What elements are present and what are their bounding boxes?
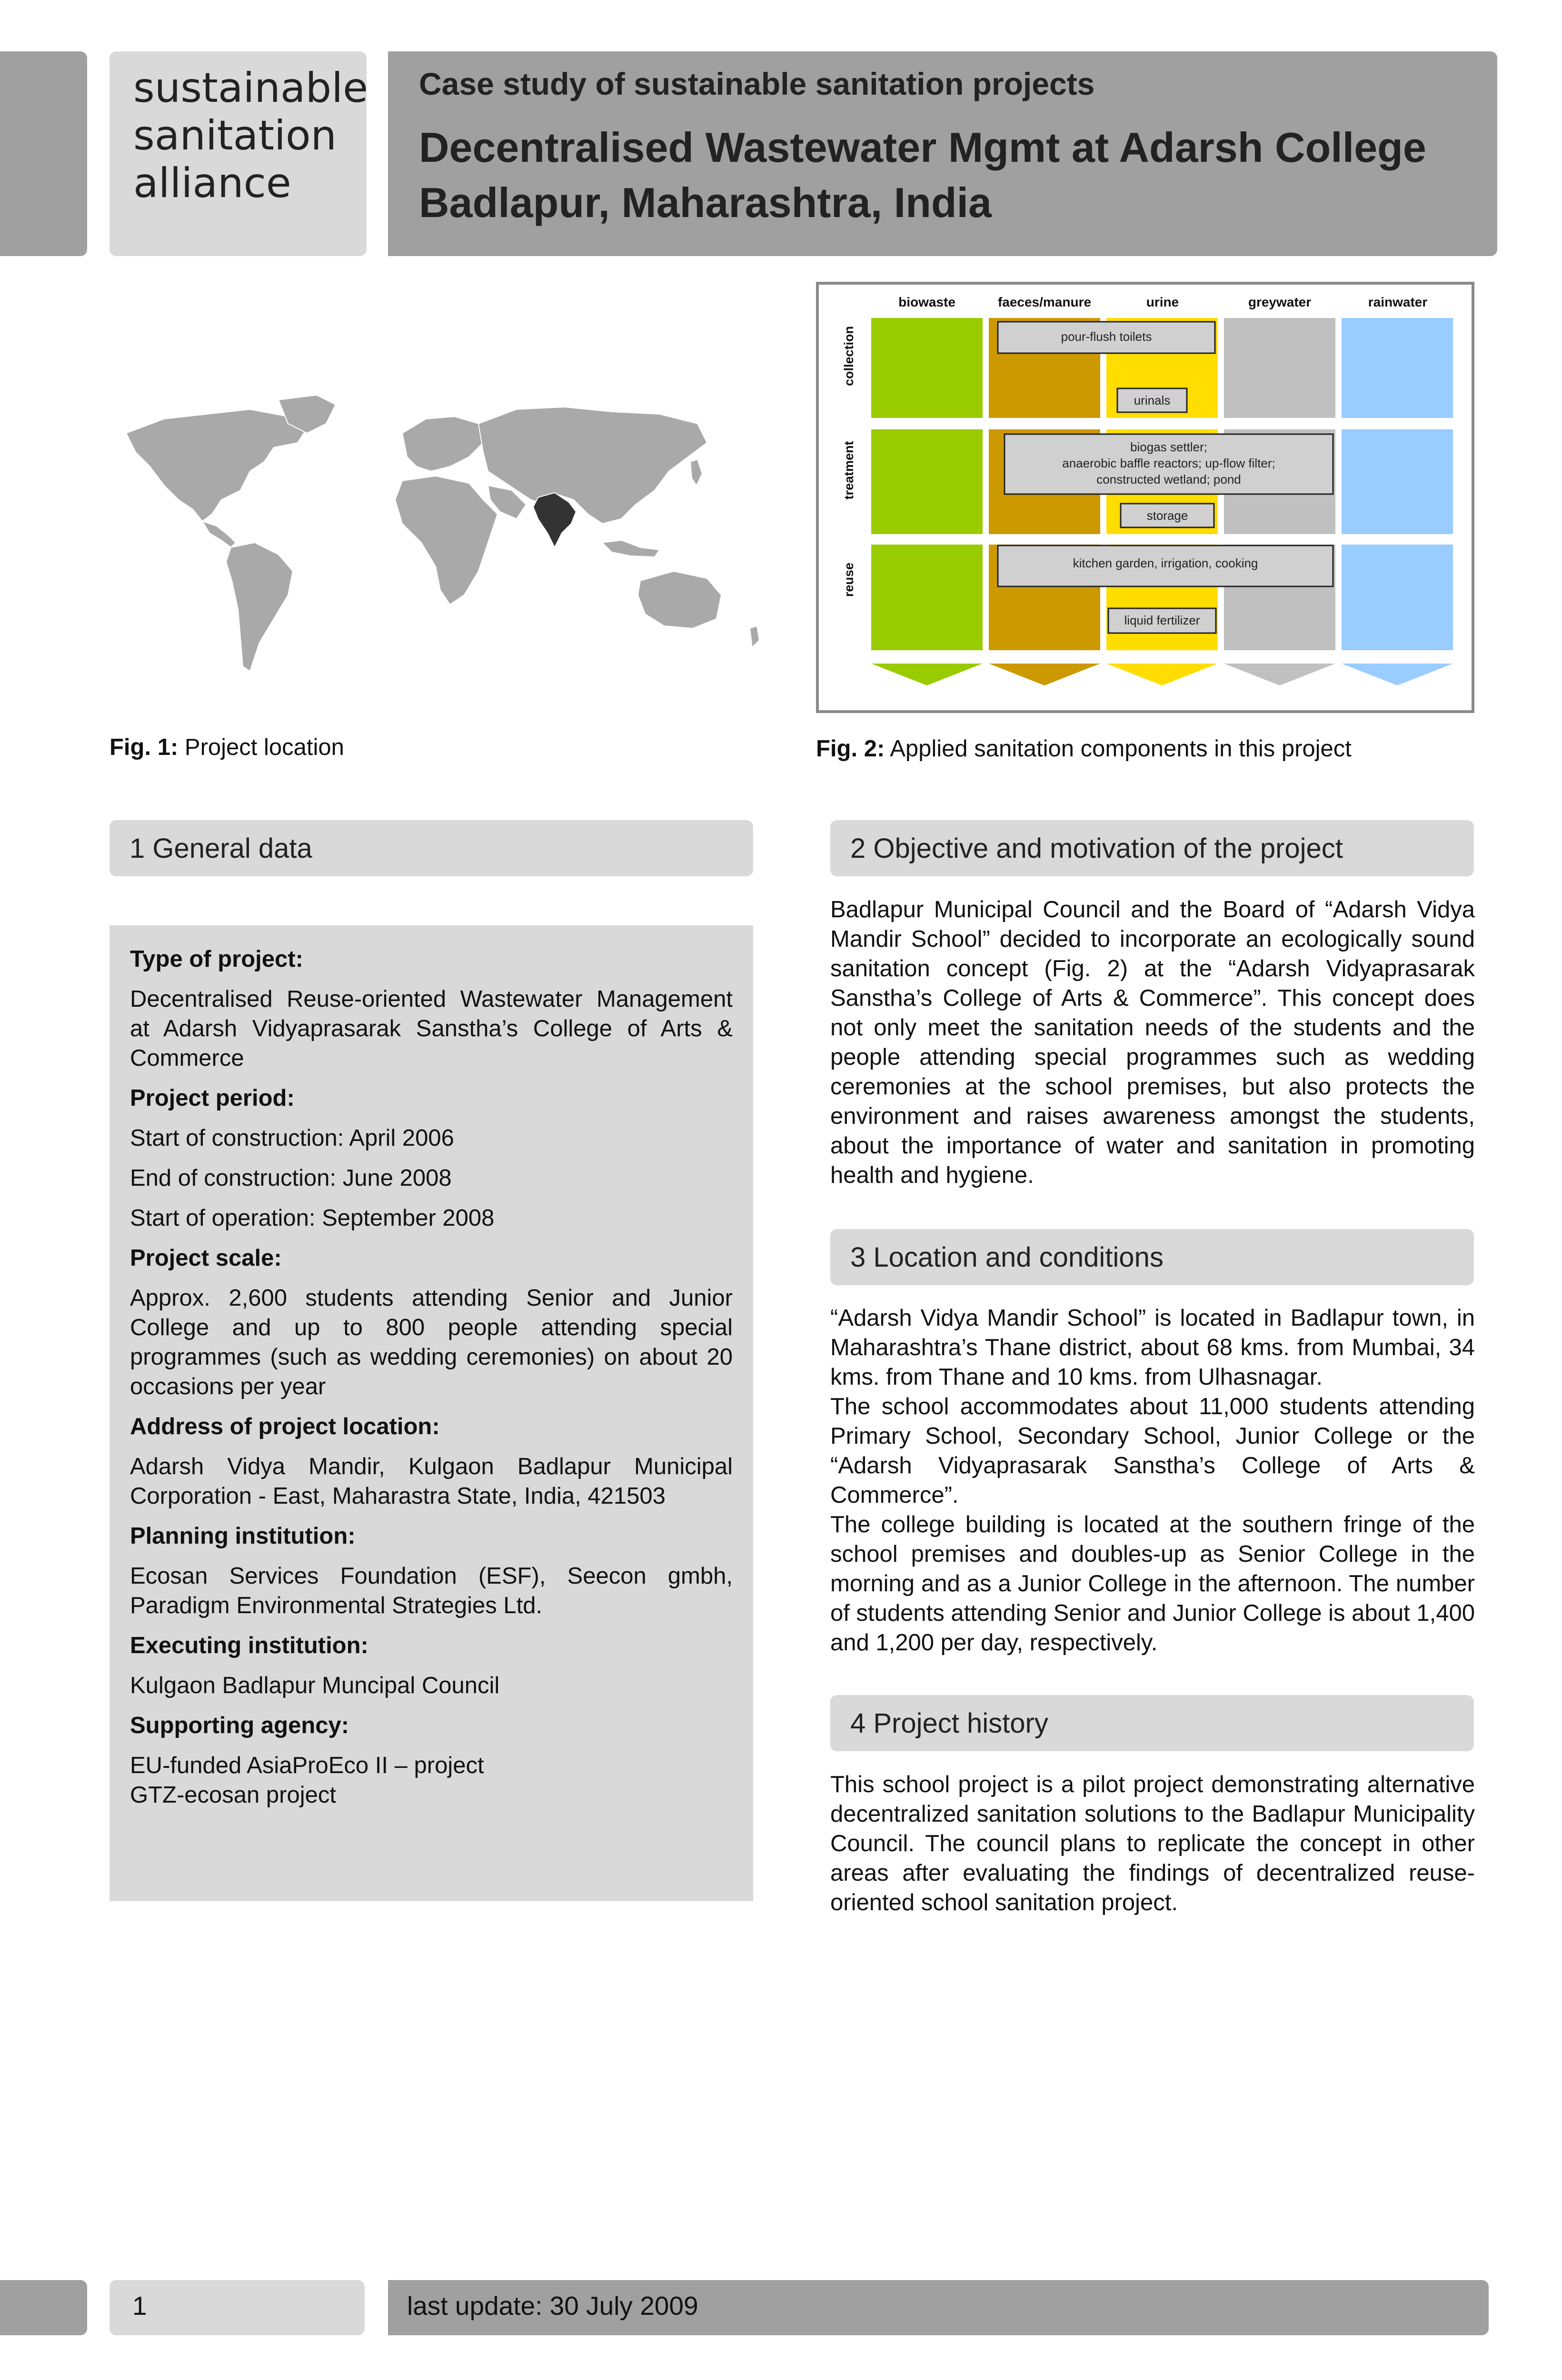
section-heading-location: 3 Location and conditions: [830, 1229, 1474, 1285]
map-japan: [690, 459, 702, 486]
history-text: [830, 1770, 1475, 1917]
fig1-label: Fig. 1:: [109, 734, 179, 760]
location-paragraph: The school accommodates about 11,000 students attending Primary School, Secondary School, Junior College or the “Adarsh Vidyaprasarak Sanstha’s College of Arts & Commerce”.: [830, 1394, 1475, 1508]
title-line: Decentralised Wastewater Mgmt at Adarsh College: [419, 124, 1426, 171]
last-update: last update: 30 July 2009: [407, 2291, 698, 2320]
box-pour-flush-label: pour-flush toilets: [1061, 329, 1152, 344]
document-title: [419, 120, 1426, 230]
section-heading-general: 1 General data: [109, 820, 753, 876]
col-header-greywater: greywater: [1248, 295, 1312, 309]
row-label-treatment: treatment: [842, 441, 856, 500]
map-africa: [395, 476, 497, 605]
col-header-biowaste: biowaste: [898, 295, 955, 309]
col-header-rainwater: rainwater: [1368, 295, 1428, 309]
box-treatment-line: anaerobic baffle reactors; up-flow filter;: [1062, 456, 1275, 470]
general-data-label: Planning institution:: [130, 1523, 356, 1549]
diagram-cell-greywater-0: [1224, 318, 1335, 418]
section-heading-objective: 2 Objective and motivation of the project: [830, 820, 1474, 876]
box-treatment-line: constructed wetland; pond: [1096, 472, 1241, 486]
general-data-label: Project scale:: [130, 1245, 282, 1271]
history-paragraph: This school project is a pilot project demonstrating alternative decentralized sanitation solutions to the Badlapur Municipality Council. The council plans to replicate the concept in other areas after evaluating the findings of decentralized reuse-oriented school sanitation project.: [830, 1772, 1475, 1915]
header-left-tab: [0, 51, 87, 256]
section-heading-history: 4 Project history: [830, 1695, 1474, 1751]
box-liquid-fertilizer-label: liquid fertilizer: [1124, 613, 1200, 627]
objective-text: [830, 895, 1475, 1190]
general-data-list: [130, 944, 733, 1820]
location-text: [830, 1303, 1475, 1657]
title-line: Badlapur, Maharashtra, India: [419, 179, 992, 226]
diagram-cell-biowaste-0: [871, 318, 983, 418]
general-data-value: Adarsh Vidya Mandir, Kulgaon Badlapur Municipal Corporation - East, Maharastra State, India, 421503: [130, 1454, 733, 1509]
diagram-arrow-faeces: [989, 664, 1100, 685]
map-europe: [402, 416, 483, 471]
row-label-reuse: reuse: [842, 562, 856, 597]
col-header-faeces: faeces/manure: [997, 295, 1092, 309]
fig2-caption: [816, 735, 1352, 762]
diagram-cell-biowaste-1: [871, 429, 983, 534]
page-number: 1: [132, 2291, 147, 2320]
row-label-collection: collection: [842, 326, 856, 387]
fig1-text: Project location: [184, 734, 344, 760]
fig2-text: Applied sanitation components in this project: [890, 736, 1352, 762]
diagram-cell-rainwater-2: [1342, 545, 1453, 650]
diagram-cell-biowaste-2: [871, 545, 983, 650]
objective-paragraph: Badlapur Municipal Council and the Board of “Adarsh Vidya Mandir School” decided to incorporate an ecologically sound sanitation concept (Fig. 2) at the “Adarsh Vidyaprasarak Sanstha’s College of Arts & Commerce”. This concept does not only meet the sanitation needs of the students and the people attending special programmes such as wedding ceremonies at the school premises, but also protects the environment and raises awareness amongst the students, about the importance of water and sanitation in promoting health and hygiene.: [830, 897, 1475, 1188]
general-data-value: Ecosan Services Foundation (ESF), Seecon gmbh, Paradigm Environmental Strategies Ltd.: [130, 1563, 733, 1618]
box-kitchen-label: kitchen garden, irrigation, cooking: [1073, 556, 1258, 570]
general-data-value: Decentralised Reuse-oriented Wastewater Management at Adarsh Vidyaprasarak Sanstha’s College of Arts & Commerce: [130, 986, 733, 1071]
box-urinals-label: urinals: [1134, 393, 1171, 407]
diagram-arrow-greywater: [1224, 664, 1335, 685]
logo-line: sanitation: [133, 112, 337, 159]
location-paragraph: The college building is located at the southern fringe of the school premises and doubles-up as Senior College in the morning and as a Junior College in the afternoon. The number of students attending Senior and Junior College is about 1,400 and 1,200 per day, respectively.: [830, 1512, 1475, 1656]
box-storage-label: storage: [1146, 508, 1188, 523]
fig2-label: Fig. 2:: [816, 736, 885, 762]
diagram-cell-rainwater-0: [1342, 318, 1453, 418]
general-data-value: End of construction: June 2008: [130, 1165, 452, 1191]
general-data-label: Project period:: [130, 1085, 295, 1111]
map-australia: [638, 571, 721, 628]
fig1-caption: [109, 734, 344, 761]
map-south-america: [226, 543, 293, 671]
col-header-urine: urine: [1146, 295, 1179, 309]
ssa-logo: [133, 64, 368, 207]
map-north-america: [126, 409, 307, 521]
general-data-label: Address of project location:: [130, 1414, 440, 1439]
general-data-value: Start of operation: September 2008: [130, 1205, 495, 1231]
india-highlight: [533, 493, 576, 547]
location-paragraph: “Adarsh Vidya Mandir School” is located in Badlapur town, in Maharashtra’s Thane district, about 68 kms. from Mumbai, 34 kms. from Thane and 10 kms. from Ulhasnagar.: [830, 1305, 1475, 1390]
diagram-cell-rainwater-1: [1342, 429, 1453, 534]
general-data-label: Executing institution:: [130, 1633, 368, 1658]
general-data-label: Supporting agency:: [130, 1713, 349, 1738]
diagram-svg: [819, 285, 1472, 710]
logo-line: sustainable: [133, 64, 368, 112]
map-new-zealand: [750, 626, 759, 647]
footer-left-tab: [0, 2280, 87, 2335]
general-data-value: Kulgaon Badlapur Muncipal Council: [130, 1673, 500, 1698]
diagram-arrow-urine: [1106, 664, 1218, 685]
box-treatment-line: biogas settler;: [1130, 440, 1207, 454]
world-map: [107, 390, 783, 695]
map-indonesia: [602, 540, 659, 557]
footer-page-box: [109, 2280, 365, 2335]
sanitation-diagram: [816, 282, 1474, 713]
diagram-arrow-rainwater: [1342, 664, 1453, 685]
general-data-value: EU-funded AsiaProEco II – project: [130, 1753, 484, 1778]
general-data-value: Approx. 2,600 students attending Senior and Junior College and up to 800 people attending special programmes (such as wedding ceremonies) on about 20 occasions per year: [130, 1285, 733, 1399]
general-data-label: Type of project:: [130, 946, 303, 972]
logo-line: alliance: [133, 159, 291, 207]
general-data-value: Start of construction: April 2006: [130, 1125, 454, 1151]
document-subtitle: Case study of sustainable sanitation projects: [419, 66, 1095, 101]
general-data-box: [109, 925, 753, 1901]
general-data-value: GTZ-ecosan project: [130, 1782, 336, 1808]
map-central-america: [202, 521, 236, 547]
diagram-arrow-biowaste: [871, 664, 983, 685]
